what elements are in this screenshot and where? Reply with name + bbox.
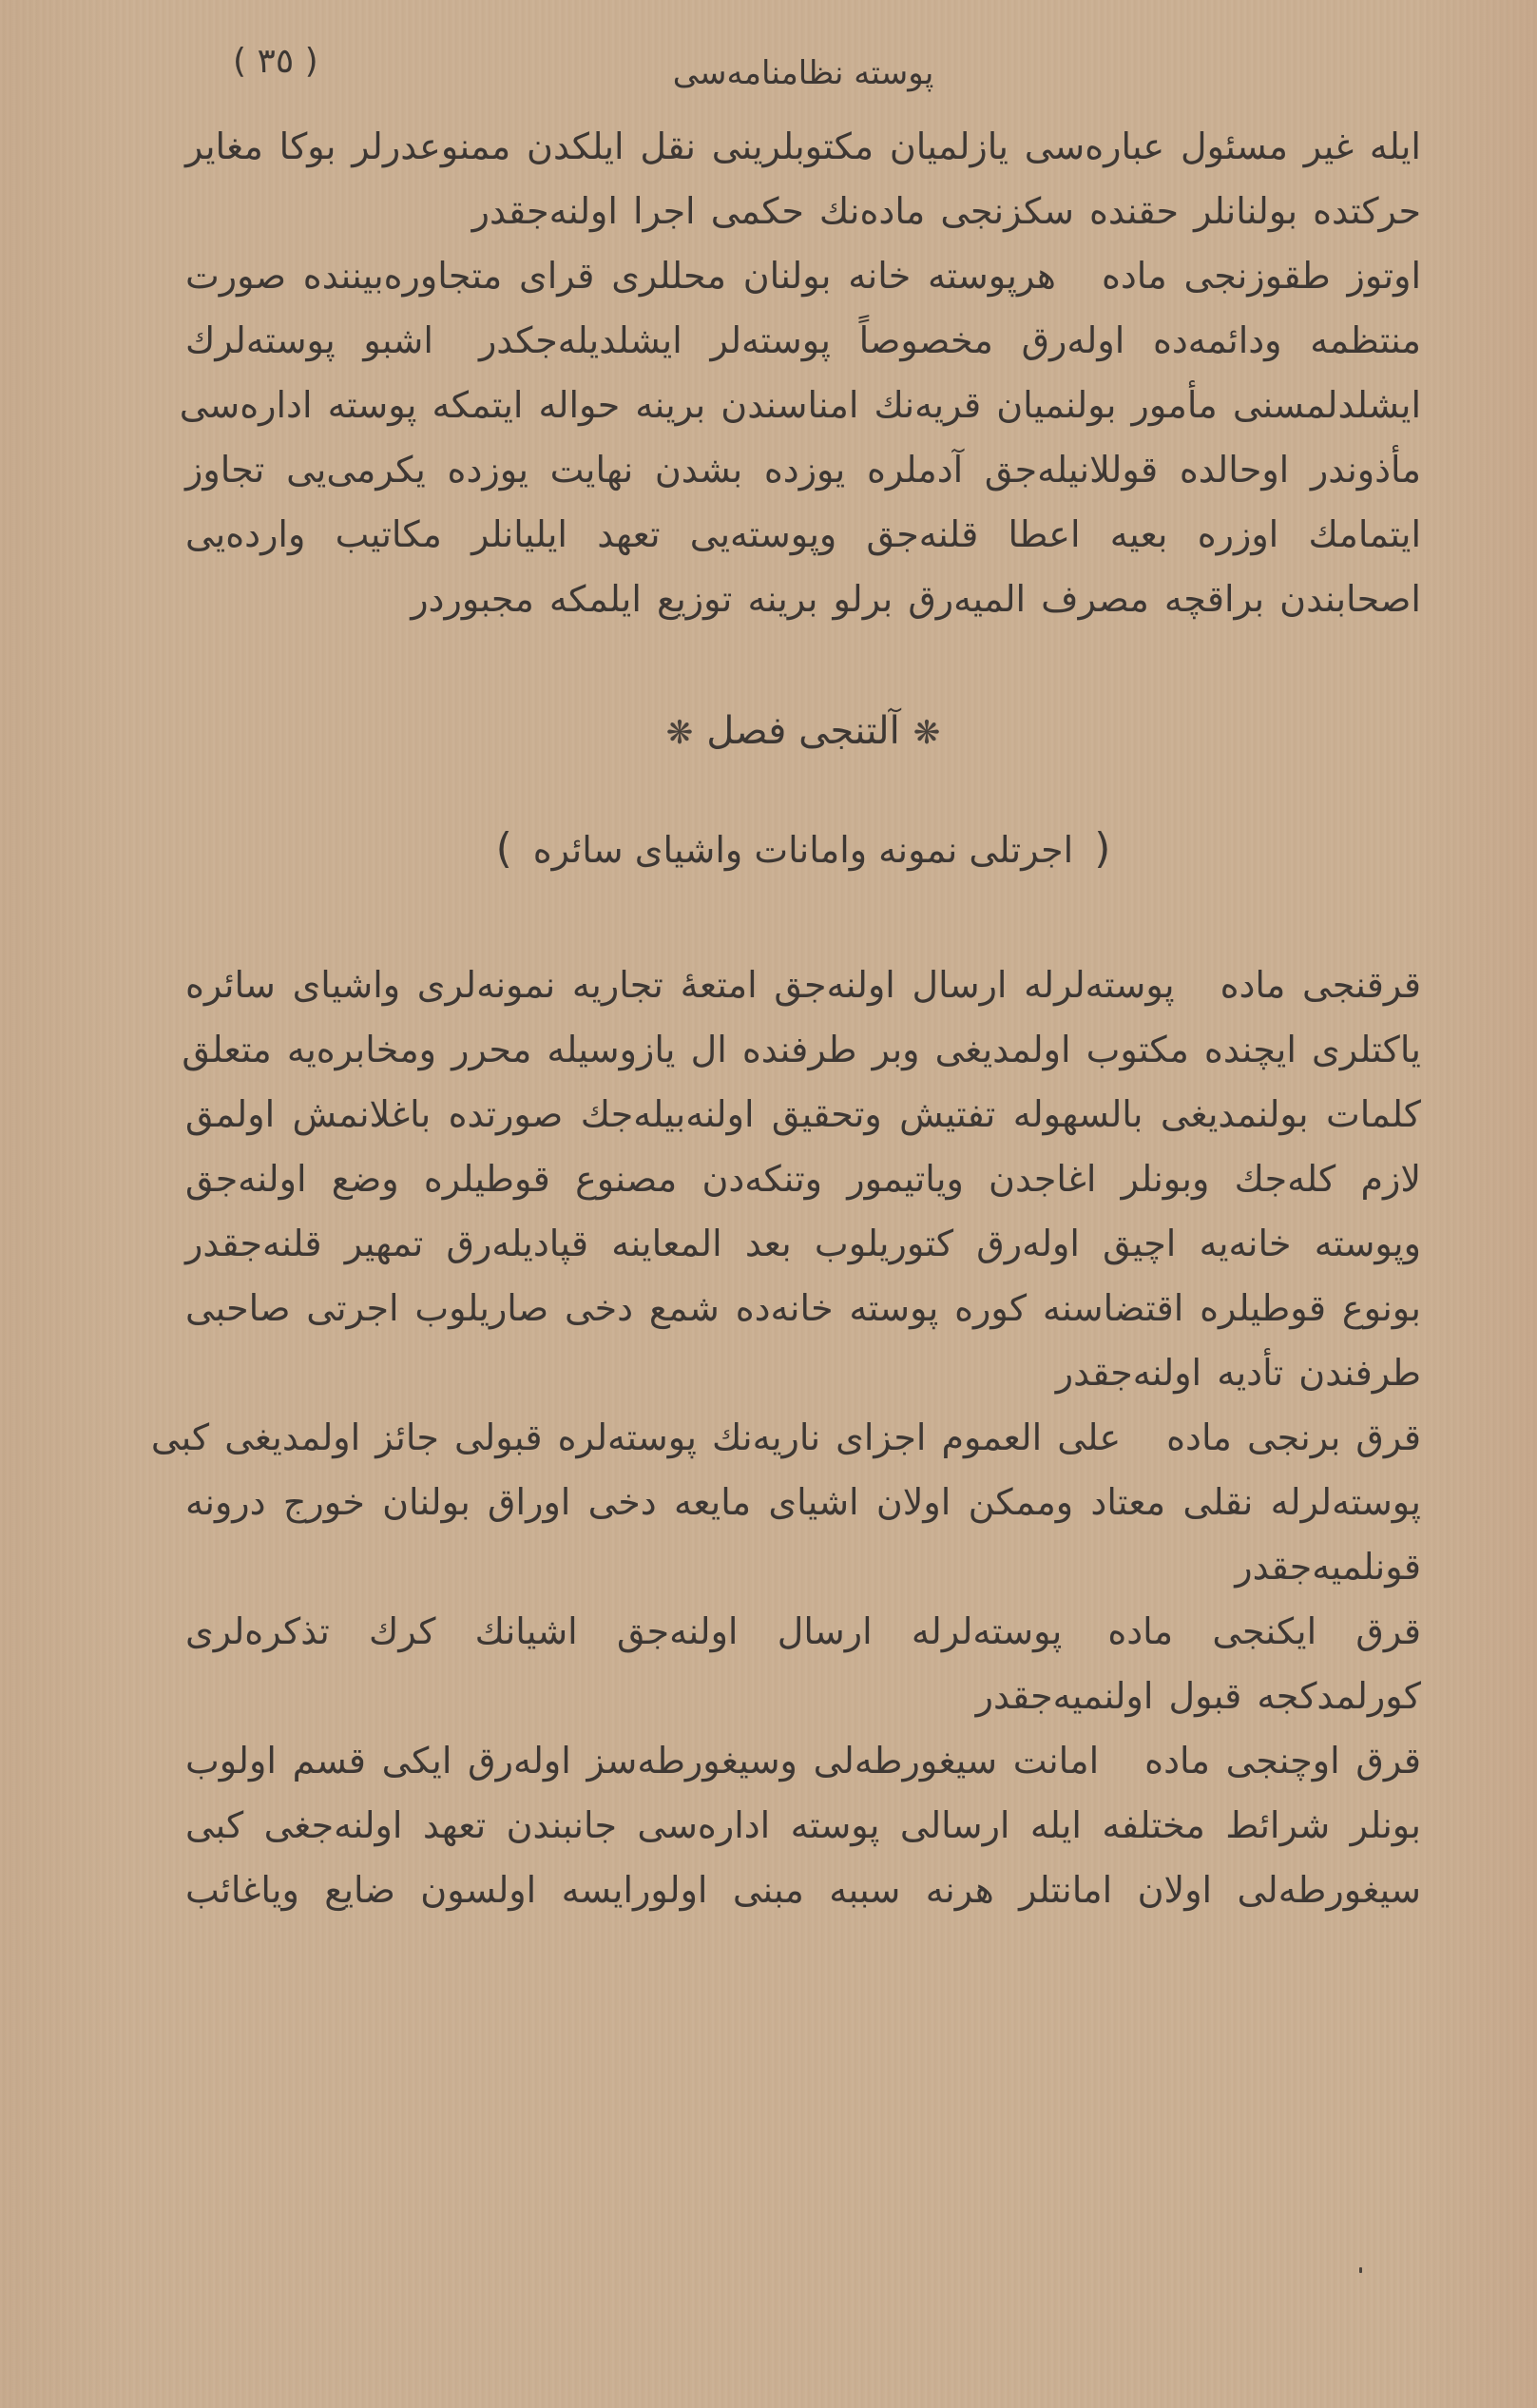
section-subtitle — [185, 820, 1421, 878]
article-label: قرق ایکنجی ماده — [1107, 1610, 1422, 1652]
text-line: قونلمیه‌جقدر — [1235, 1546, 1421, 1588]
text-line: امانت سیغورطه‌لی وسیغورطه‌سز اوله‌رق ایکی قسم اولوب — [185, 1740, 1100, 1782]
text-line: ایشلدلمسنی مأمور بولنمیان قریه‌نك امناسندن برینه حواله ایتمکه پوسته اداره‌سی — [179, 384, 1421, 426]
running-title: پوسته نظامنامه‌سی — [672, 54, 934, 92]
text-line: وپوسته خانه‌یه اچیق اوله‌رق کتوریلوب بعد المعاینه قپادیله‌رق تمهیر قلنه‌جقدر — [185, 1223, 1421, 1264]
text-line: لازم کله‌جك وبونلر اغاجدن ویاتیمور وتنکه‌دن مصنوع قوطیلره وضع اولنه‌جق — [185, 1158, 1421, 1200]
ornament-icon: ❋ — [665, 714, 694, 752]
text-line: کورلمدکجه قبول اولنمیه‌جقدر — [975, 1675, 1421, 1717]
article-40 — [182, 953, 1421, 1405]
text-line: کلمات بولنمدیغی بالسهوله تفتیش وتحقیق اولنه‌بیله‌جك صورتده باغلانمش اولمق — [185, 1093, 1421, 1135]
article-label: قرق اوچنجی ماده — [1144, 1740, 1422, 1782]
continued-paragraph — [185, 114, 1421, 243]
running-header — [185, 38, 1421, 114]
text-line: طرفندن تأدیه اولنه‌جقدر — [1055, 1352, 1421, 1394]
section-subtitle-text: اجرتلی نمونه وامانات واشیای سائره — [532, 829, 1074, 871]
text-line: مأذوندر اوحالده قوللانیله‌جق آدملره یوزده بشدن نهایت یوزده یکرمی‌یی تجاوز — [185, 449, 1421, 491]
article-39 — [179, 243, 1422, 631]
document-page — [150, 38, 1422, 1922]
ornament-icon: ❋ — [913, 714, 941, 752]
paren-open: ( — [1094, 824, 1111, 873]
section-heading — [185, 703, 1421, 761]
print-speck — [1359, 2267, 1362, 2273]
text-line: منتظمه ودائمه‌ده اوله‌رق مخصوصاً پوسته‌لر ایشلدیله‌جکدر — [478, 319, 1422, 361]
article-label: قرق برنجی ماده — [1166, 1416, 1421, 1458]
text-line: یاکتلری ایچنده مکتوب اولمدیغی وبر طرفنده ال یازوسیله محرر ومخابره‌یه متعلق — [182, 1029, 1421, 1070]
article-42 — [185, 1599, 1421, 1728]
paren-close: ) — [495, 824, 512, 873]
text-line: سیغورطه‌لی اولان امانتلر هرنه سببه مبنی اولورایسه اولسون ضایع ویاغائب — [185, 1869, 1421, 1911]
text-line: ایتمامك اوزره بعیه اعطا قلنه‌جق وپوسته‌یی تعهد ایلیانلر مکاتیب وارده‌یی — [185, 513, 1421, 555]
article-label: اوتوز طقوزنجی ماده — [1101, 255, 1422, 297]
text-line: حرکتده بولنانلر حقنده سکزنجی ماده‌نك حکمی اجرا اولنه‌جقدر — [471, 190, 1421, 232]
text-line: علی العموم اجزای ناریه‌نك پوسته‌لره قبولی جائز اولمدیغی کبی — [150, 1416, 1122, 1458]
article-label: قرقنجی ماده — [1220, 964, 1421, 1006]
text-line: اشبو پوسته‌لرك — [185, 319, 433, 361]
article-43 — [185, 1728, 1421, 1922]
text-line: پوسته‌لرله ارسال اولنه‌جق امتعهٔ تجاریه نمونه‌لری واشیای سائره — [185, 964, 1175, 1006]
text-line: اصحابندن براقچه مصرف المیه‌رق برلو برینه توزیع ایلمکه مجبوردر — [411, 578, 1421, 620]
article-41 — [150, 1405, 1421, 1599]
page-number: ( ٣٥ ) — [233, 42, 318, 81]
text-line: ایله غیر مسئول عباره‌سی یازلمیان مکتوبلرینی نقل ایلکدن ممنوعدرلر بوکا مغایر — [185, 125, 1421, 167]
text-line: پوسته‌لرله ارسال اولنه‌جق اشیانك کرك تذکره‌لری — [185, 1610, 1063, 1652]
text-line: بونوع قوطیلره اقتضاسنه کوره پوسته خانه‌ده شمع دخی صاریلوب اجرتی صاحبی — [185, 1287, 1421, 1329]
text-line: هرپوسته خانه بولنان محللری قرای متجاوره‌بیننده صورت — [185, 255, 1056, 297]
text-line: بونلر شرائط مختلفه ایله ارسالی پوسته اداره‌سی جانبندن تعهد اولنه‌جغی کبی — [185, 1804, 1421, 1846]
text-line: پوسته‌لرله نقلی معتاد وممکن اولان اشیای مایعه دخی اوراق بولنان خورج درونه — [185, 1481, 1421, 1523]
section-title: آلتنجی فصل — [706, 709, 900, 753]
